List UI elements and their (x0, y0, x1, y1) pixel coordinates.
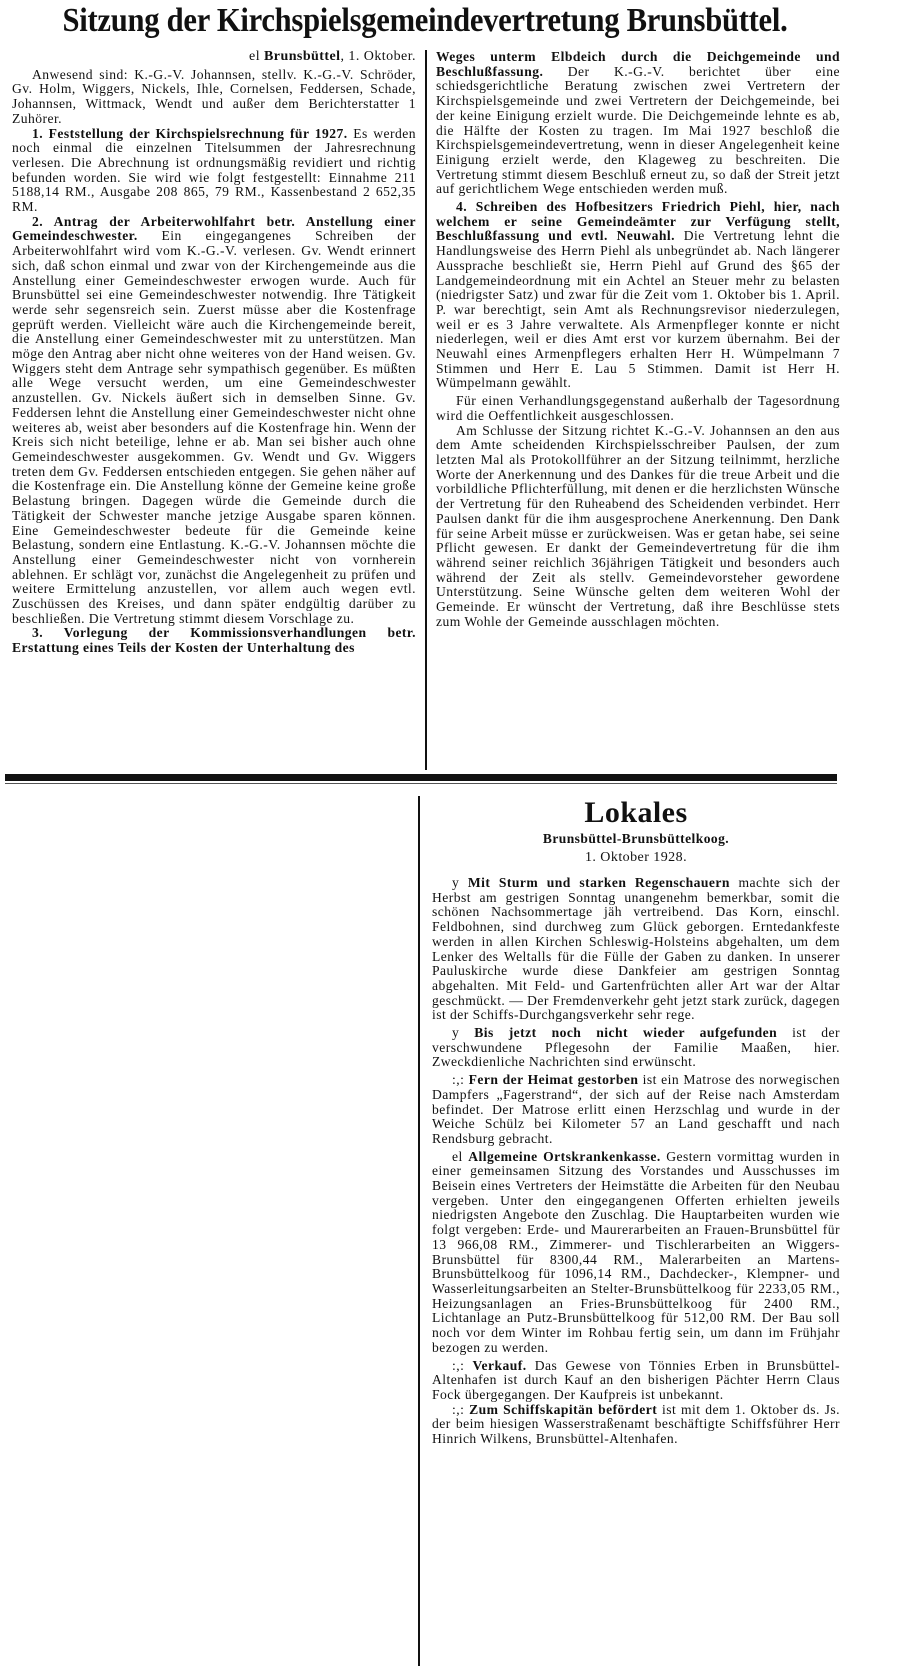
paragraph (436, 394, 840, 423)
paragraph-text: Ein eingegangenes Schreiben der Arbeiterwohlfahrt wird vom K.-G.-V. verlesen. Gv. Wendt erinnert sich, daß schon einmal und zwar von der Kirchengemeinde aus die Anstellung einer Gemeindeschwester erwogen wurde. Auch für Brunsbüttel sei eine Gemeindeschwester notwendig. Ihre Tätigkeit werde sehr segensreich sein. Zuerst müsse aber die Kostenfrage geprüft werden. Vielleicht wäre auch die Kirchengemeinde bereit, die Anstellung einer Gemeindeschwester mit zu unterstützen. Man möge den Antrag aber nicht ohne weiteres von der Hand weisen. Gv. Wiggers steht dem Antrage sehr sympathisch gegenüber. Es müßten alle Wege versucht werden, um eine Gemeindeschwester anzustellen. Gv. Nickels äußert sich in demselben Sinne. Gv. Feddersen lehnt die Anstellung einer Gemeindeschwester nicht ohne weiteres ab, weist aber besonders auf die Kostenfrage hin. Wenn der Kreis sich nicht beteilige, lehne er ab. Man sei bisher auch ohne Gemeindeschwester ausgekommen. Gv. Wendt und Gv. Wiggers treten dem Gv. Feddersen entschieden entgegen. Sie gehen näher auf die Kostenfrage ein. Die Anstellung könne der Gemeine keine große Belastung bringen. Dagegen würde die Gemeinde durch die Tätigkeit der Schwester manche jetzige Ausgabe sparen können. Eine Gemeindeschwester bedeute für die Gemeinde keine Belastung, sondern eine Entlastung. K.-G.-V. Johannsen möchte die Anstellung einer Gemeindeschwester nicht von vornherein ablehnen. Er schlägt vor, zunächst die Angelegenheit zu prüfen und weitere Ermittelung anzustellen, vor allem auch wegen evtl. Zuschüssen des Kreises, und dann später endgültig darüber zu beschließen. Die Vertretung stimmt diesem Vorschlage zu. (12, 228, 416, 626)
item-marker: y (452, 1025, 475, 1041)
paragraph-lead: 4. Schreiben des Hofbesitzers Friedrich Piehl, hier, nach welchem er seine Gemeindeämter zur Verfügung stellt, Beschlußfassung und evtl. Neuwahl. (436, 199, 840, 244)
paragraph-text: Anwesend sind: K.-G.-V. Johannsen, stellv. K.-G.-V. Schröder, Gv. Holm, Wiggers, Nickels, Ihle, Cornelsen, Feddersen, Schade, Johannsen, Wittmack, Wendt und außer dem Berichterstatter 1 Zuhörer. (12, 66, 416, 126)
section-date: 1. Oktober 1928. (584, 850, 688, 865)
item-text: Gestern vormittag wurden in einer gemeinsamen Sitzung des Vorstandes und Ausschusses im Beisein eines Vertreters der Heimstätte die Arbeiten für den Neubau vergeben. Unter den eingegangenen Offerten erhielten jeweils niedrigsten Angebote den Zuschlag. Die Hauptarbeiten wurden wie folgt vergeben: Erde- und Maurerarbeiten an Frauen-Brunsbüttel für 13 966,08 RM., Zimmerer- und Tischlerarbeiten an Wiggers-Brunsbüttel für 8300,44 RM., Malerarbeiten an Martens-Brunsbüttelkoog für 1096,14 RM., Dachdecker-, Klempner- und Wasserleitungsarbeiten an Stelter-Brunsbüttelkoog für 2233,05 RM., Heizungsanlagen an Fries-Brunsbüttelkoog für 2400 RM., Lichtanlage an Putz-Brunsbüttelkoog für 512,00 RM. Der Bau soll noch vor dem Winter im Rohbau fertig sein, um dann im Frühjahr bezogen zu werden. (432, 1148, 840, 1355)
paragraph-text: Der K.-G.-V. berichtet über eine schiedsgerichtliche Beratung zwischen zwei Vertretern der Kirchspielsgemeinde und zwei Vertretern der Deichgemeinde, bei der keine Einigung erzielt wurde. Die Deichgemeinde lehnte es ab, die Hälfte der Kosten zu tragen. Im Mai 1927 beschloß die Kirchspielsgemeindevertretung, wenn in dieser Angelegenheit keine Einigung erzielt werde, den Klageweg zu beschreiten. Die Vertretung stimmt diesem Beschluß erneut zu, so daß der Streit jetzt auf gerichtlichem Wege entschieden werden muß. (436, 63, 840, 197)
item-text: ist der verschwundene Pflegesohn der Familie Maaßen, hier. Zweckdienliche Nachrichten sind erwünscht. (432, 1025, 840, 1070)
dateline-date: , 1. Oktober. (340, 50, 416, 64)
section-heading: Lokales (584, 796, 688, 829)
paragraph-lead: Weges unterm Elbdeich durch die Deichgemeinde und Beschlußfassung. (436, 50, 840, 79)
news-item (432, 1403, 840, 1447)
item-marker: el (452, 1148, 469, 1164)
lokales-column (432, 796, 840, 1666)
paragraph-text: Die Vertretung lehnt die Handlungsweise des Herrn Piehl als unbegründet ab. Nach längerer Aussprache beschließt sie, Herrn Piehl auf Grund des §65 der Landgemeindeordnung mit ein Achtel an Steuer mehr zu belasten (niedrigster Satz) und zwar für die Zeit vom 1. Oktober bis 1. April. P. war berechtigt, sein Amt als Rechnungsrevisor niederzulegen, weil er es 3 Jahre verwaltete. Als Armenpfleger konnte er nicht niederlegen, weil er dies Amt erst vor kurzem übernahm. Bei der Neuwahl eines Armenpflegers erhalten Herr H. Wümpelmann 7 Stimmen und Herr E. Lau 5 Stimmen. Damit ist Herr H. Wümpelmann gewählt. (436, 228, 840, 391)
section-divider (5, 774, 837, 781)
item-lead: Fern der Heimat gestorben (468, 1072, 639, 1088)
item-lead: Zum Schiffskapitän befördert (469, 1401, 658, 1417)
item-lead: Verkauf. (472, 1357, 527, 1373)
paragraph-text: Für einen Verhandlungsgegenstand außerhalb der Tagesordnung wird die Oeffentlichkeit ausgeschlossen. (436, 393, 840, 423)
news-item (432, 876, 840, 1023)
column-divider (418, 796, 420, 1666)
dateline-place: Brunsbüttel (264, 50, 341, 64)
paragraph-lead: 1. Feststellung der Kirchspielsrechnung für 1927. (32, 125, 348, 141)
paragraph (12, 127, 416, 215)
item-marker: :,: (452, 1072, 469, 1088)
article-column-left (12, 50, 416, 770)
item-lead: Allgemeine Ortskrankenkasse. (468, 1148, 661, 1164)
paragraph (436, 50, 840, 197)
headline: Sitzung der Kirchspielsgemeindevertretung Brunsbüttel. (62, 2, 788, 39)
item-marker: :,: (452, 1401, 470, 1417)
paragraph-lead: 2. Antrag der Arbeiterwohlfahrt betr. Anstellung einer Gemeindeschwester. (12, 213, 416, 244)
news-item (432, 1359, 840, 1403)
paragraph-text: Es werden noch einmal die einzelnen Titelsummen der Jahresrechnung verlesen. Die Abrechnung ist ordnungsmäßig revidiert und richtig befunden worden. Sie wird wie folgt festgestellt: Einnahme 211 5188,14 RM., Ausgabe 208 865, 79 RM., Kassenbestand 2 652,35 RM. (12, 125, 416, 215)
news-item (432, 1026, 840, 1070)
dateline-marker: el (249, 50, 261, 64)
news-item (432, 1150, 840, 1356)
paragraph-text: Am Schlusse der Sitzung richtet K.-G.-V. Johannsen an den aus dem Amte scheidenden Kirchspielsschreiber Paulsen, der zum letzten Mal als Protokollführer an der Sitzung teilnimmt, herzliche Worte der Anerkennung und des Dankes für die treue Arbeit und die vorbildliche Pflichterfüllung, mit denen er die herzlichsten Wünsche der Vertretung für den Ruheabend des Scheidenden verbindet. Herr Paulsen dankt für die ihm ausgesprochene Anerkennung. Den Dank für seine Arbeit müsse er zurückweisen. Was er getan habe, sei seine Pflicht gewesen. Er dankt der Gemeindevertretung für die ihm während seiner reichlich 36jährigen Tätigkeit und besonders auch während der Zeit als stellv. Gemeindevorsteher gewordene Unterstützung. Seine Wünsche gelten dem weiteren Wohl der Gemeinde. Er wünscht der Vertretung, daß ihre Beschlüsse stets zum Wohle der Gemeinde ausschlagen möchten. (436, 422, 840, 629)
paragraph-lead: 3. Vorlegung der Kommissionsverhandlungen betr. Erstattung eines Teils der Kosten der Unterhaltung des (12, 625, 416, 656)
section-divider-thin (5, 783, 837, 784)
item-marker: y (452, 875, 468, 890)
item-text: ist mit dem 1. Oktober ds. Js. der beim hiesigen Wasserstraßenamt beschäftigte Schiffsführer Herr Hinrich Wilkens, Brunsbüttel-Altenhafen. (432, 1401, 840, 1447)
section-subheading: Brunsbüttel-Brunsbüttelkoog. (542, 831, 730, 846)
paragraph (436, 424, 840, 630)
news-item (432, 1073, 840, 1147)
paragraph (12, 215, 416, 627)
dateline (12, 50, 416, 65)
item-lead: Bis jetzt noch nicht wieder aufgefunden (474, 1025, 778, 1041)
paragraph (436, 200, 840, 391)
item-text: machte sich der Herbst am gestrigen Sonntag unangenehm bemerkbar, somit die schönen Nachsommertage jäh vertreibend. Das Korn, einschl. Feldbohnen, sind durchweg zum Glück geborgen. Erntedankfeste werden in allen Kirchen Schleswig-Holsteins abgehalten, um dem Lenker des Weltalls für die Fülle der Gaben zu danken. In unserer Pauluskirche wurde diese Dankfeier am gestrigen Sonntag abgehalten. Mit Feld- und Gartenfrüchten aller Art war der Altar geschmückt. — Der Fremdenverkehr geht jetzt stark zurück, dagegen ist der Schiffs-Durchgangsverkehr sehr rege. (432, 875, 840, 1023)
column-divider (425, 50, 427, 770)
paragraph (12, 68, 416, 127)
item-lead: Mit Sturm und starken Regenschauern (467, 875, 730, 890)
item-text: Das Gewese von Tönnies Erben in Brunsbüttel-Altenhafen ist durch Kauf an den bisherigen Pächter Herrn Claus Fock übergegangen. Der Kaufpreis ist unbekannt. (432, 1357, 840, 1402)
paragraph (12, 626, 416, 655)
item-marker: :,: (452, 1357, 473, 1373)
article-column-right (436, 50, 840, 770)
item-text: ist ein Matrose des norwegischen Dampfers „Fagerstrand“, der sich auf der Reise nach Amsterdam befindet. Der Matrose erlitt einen Herzschlag und wurde in der Weiche Schülz bei Kilometer 57 an Land geschafft und nach Rendsburg gebracht. (432, 1072, 840, 1146)
